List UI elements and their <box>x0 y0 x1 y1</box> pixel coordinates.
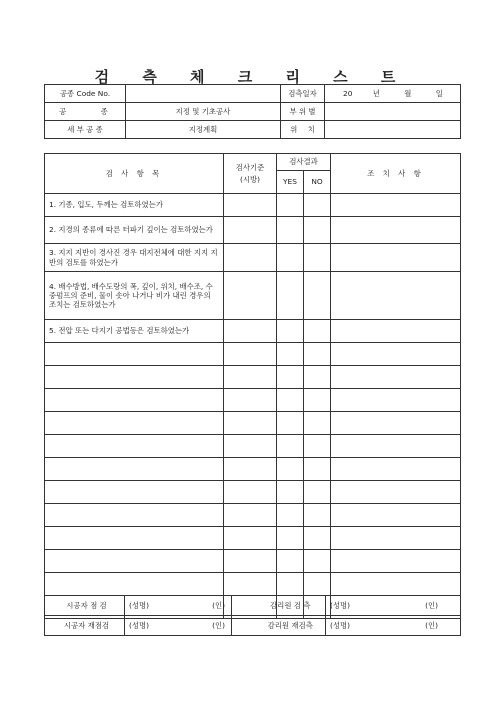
no-cell[interactable] <box>304 435 331 458</box>
contractor-recheck-seal[interactable]: (인) <box>175 616 232 636</box>
item-cell[interactable] <box>45 343 224 366</box>
header-no: NO <box>304 171 331 194</box>
table-row <box>45 481 461 504</box>
part-value[interactable] <box>325 103 461 121</box>
standard-cell[interactable] <box>224 244 277 272</box>
contractor-check-label: 시공자 점 검 <box>45 596 125 616</box>
work-code-label: 공종 Code No. <box>45 85 126 103</box>
action-cell[interactable] <box>331 244 461 272</box>
page-title: 검 측 체 크 리 스 트 <box>94 68 410 86</box>
checklist-table <box>44 153 461 619</box>
date-month-unit: 월 <box>404 88 412 98</box>
yes-cell[interactable] <box>277 217 304 244</box>
yes-cell[interactable] <box>277 527 304 550</box>
action-cell[interactable] <box>331 481 461 504</box>
item-cell[interactable] <box>45 573 224 596</box>
standard-cell[interactable] <box>224 343 277 366</box>
action-cell[interactable] <box>331 194 461 217</box>
supervisor-recheck-name[interactable]: (성명) <box>326 616 386 636</box>
standard-cell[interactable] <box>224 217 277 244</box>
no-cell[interactable] <box>304 320 331 343</box>
item-cell[interactable] <box>45 412 224 435</box>
part-label: 부 위 별 <box>281 103 325 121</box>
item-cell[interactable] <box>45 366 224 389</box>
info-table <box>44 84 461 139</box>
yes-cell[interactable] <box>277 389 304 412</box>
contractor-recheck-label: 시공자 재점검 <box>45 616 125 636</box>
action-cell[interactable] <box>331 458 461 481</box>
sub-work-value[interactable]: 지정계획 <box>126 121 281 139</box>
header-yes: YES <box>277 171 304 194</box>
location-value[interactable] <box>325 121 461 139</box>
action-cell[interactable] <box>331 412 461 435</box>
action-cell[interactable] <box>331 550 461 573</box>
contractor-check-name[interactable]: (성명) <box>125 596 175 616</box>
check-item: 3. 지지 지반이 경사진 경우 대지전체에 대한 지지 지반의 검토를 하였는가 <box>45 244 224 272</box>
check-item: 4. 배수방법, 배수도랑의 폭, 깊이, 위치, 배수조, 수중펌프의 준비, 물이 솟아 나거나 비가 내린 경우의 조치는 검토하였는가 <box>45 272 224 320</box>
contractor-recheck-name[interactable]: (성명) <box>125 616 175 636</box>
table-row <box>45 217 461 244</box>
work-code-value[interactable] <box>126 85 281 103</box>
table-row <box>45 458 461 481</box>
standard-cell[interactable] <box>224 504 277 527</box>
yes-cell[interactable] <box>277 550 304 573</box>
yes-cell[interactable] <box>277 343 304 366</box>
action-cell[interactable] <box>331 504 461 527</box>
standard-cell[interactable] <box>224 550 277 573</box>
header-action: 조 치 사 항 <box>331 154 461 194</box>
supervisor-recheck-seal[interactable]: (인) <box>386 616 461 636</box>
no-cell[interactable] <box>304 217 331 244</box>
header-result: 검사결과 <box>277 154 331 171</box>
table-row <box>45 272 461 320</box>
item-cell[interactable] <box>45 481 224 504</box>
yes-cell[interactable] <box>277 412 304 435</box>
yes-cell[interactable] <box>277 573 304 596</box>
item-cell[interactable] <box>45 389 224 412</box>
table-row <box>45 244 461 272</box>
table-row <box>45 435 461 458</box>
yes-cell[interactable] <box>277 320 304 343</box>
no-cell[interactable] <box>304 481 331 504</box>
standard-cell[interactable] <box>224 573 277 596</box>
supervisor-check-label: 감리원 검 측 <box>256 596 326 616</box>
header-items: 검 사 항 목 <box>45 154 224 194</box>
action-cell[interactable] <box>331 573 461 596</box>
standard-cell[interactable] <box>224 435 277 458</box>
yes-cell[interactable] <box>277 272 304 320</box>
standard-cell[interactable] <box>224 412 277 435</box>
table-row <box>45 550 461 573</box>
standard-cell[interactable] <box>224 527 277 550</box>
table-row <box>45 504 461 527</box>
no-cell[interactable] <box>304 550 331 573</box>
check-item: 2. 지경의 종류에 따른 터파기 깊이는 검토하였는가 <box>45 217 224 244</box>
contractor-check-seal[interactable]: (인) <box>175 596 232 616</box>
standard-cell[interactable] <box>224 366 277 389</box>
no-cell[interactable] <box>304 504 331 527</box>
date-year: 20 <box>343 88 353 98</box>
table-row <box>45 527 461 550</box>
inspection-date-label: 검측일자 <box>281 85 325 103</box>
no-cell[interactable] <box>304 194 331 217</box>
action-cell[interactable] <box>331 320 461 343</box>
yes-cell[interactable] <box>277 504 304 527</box>
yes-cell[interactable] <box>277 194 304 217</box>
no-cell[interactable] <box>304 412 331 435</box>
standard-cell[interactable] <box>224 320 277 343</box>
check-item: 5. 전압 또는 다지기 공법등은 검토하였는가 <box>45 320 224 343</box>
date-year-unit: 년 <box>372 88 380 98</box>
table-row <box>45 343 461 366</box>
yes-cell[interactable] <box>277 244 304 272</box>
no-cell[interactable] <box>304 366 331 389</box>
yes-cell[interactable] <box>277 481 304 504</box>
no-cell[interactable] <box>304 573 331 596</box>
standard-cell[interactable] <box>224 481 277 504</box>
work-type-value[interactable]: 지정 및 기초공사 <box>126 103 281 121</box>
work-type-label: 공 종 <box>45 103 126 121</box>
action-cell[interactable] <box>331 272 461 320</box>
table-row <box>45 320 461 343</box>
supervisor-check-name[interactable]: (성명) <box>326 596 386 616</box>
no-cell[interactable] <box>304 343 331 366</box>
sub-work-label: 세 부 공 종 <box>45 121 126 139</box>
table-row <box>45 573 461 596</box>
yes-cell[interactable] <box>277 366 304 389</box>
yes-cell[interactable] <box>277 435 304 458</box>
no-cell[interactable] <box>304 244 331 272</box>
item-cell[interactable] <box>45 527 224 550</box>
table-row <box>45 389 461 412</box>
item-cell[interactable] <box>45 550 224 573</box>
no-cell[interactable] <box>304 389 331 412</box>
action-cell[interactable] <box>331 435 461 458</box>
action-cell[interactable] <box>331 527 461 550</box>
location-label: 위 치 <box>281 121 325 139</box>
signature-table <box>44 595 461 636</box>
table-row <box>45 194 461 217</box>
action-cell[interactable] <box>331 343 461 366</box>
item-cell[interactable] <box>45 458 224 481</box>
standard-cell[interactable] <box>224 194 277 217</box>
item-cell[interactable] <box>45 504 224 527</box>
inspection-date-value[interactable] <box>325 85 461 103</box>
supervisor-recheck-label: 감리원 재검측 <box>256 616 326 636</box>
date-day-unit: 일 <box>435 88 443 98</box>
action-cell[interactable] <box>331 389 461 412</box>
check-item: 1. 기종, 입도, 두께는 검토하였는가 <box>45 194 224 217</box>
standard-cell[interactable] <box>224 272 277 320</box>
standard-cell[interactable] <box>224 458 277 481</box>
spacer <box>232 596 256 616</box>
supervisor-check-seal[interactable]: (인) <box>386 596 461 616</box>
item-cell[interactable] <box>45 435 224 458</box>
action-cell[interactable] <box>331 366 461 389</box>
spacer <box>232 616 256 636</box>
table-row <box>45 366 461 389</box>
no-cell[interactable] <box>304 527 331 550</box>
no-cell[interactable] <box>304 458 331 481</box>
standard-cell[interactable] <box>224 389 277 412</box>
action-cell[interactable] <box>331 217 461 244</box>
header-standard: 검사기준 (시방) <box>224 154 277 194</box>
table-row <box>45 412 461 435</box>
no-cell[interactable] <box>304 272 331 320</box>
yes-cell[interactable] <box>277 458 304 481</box>
